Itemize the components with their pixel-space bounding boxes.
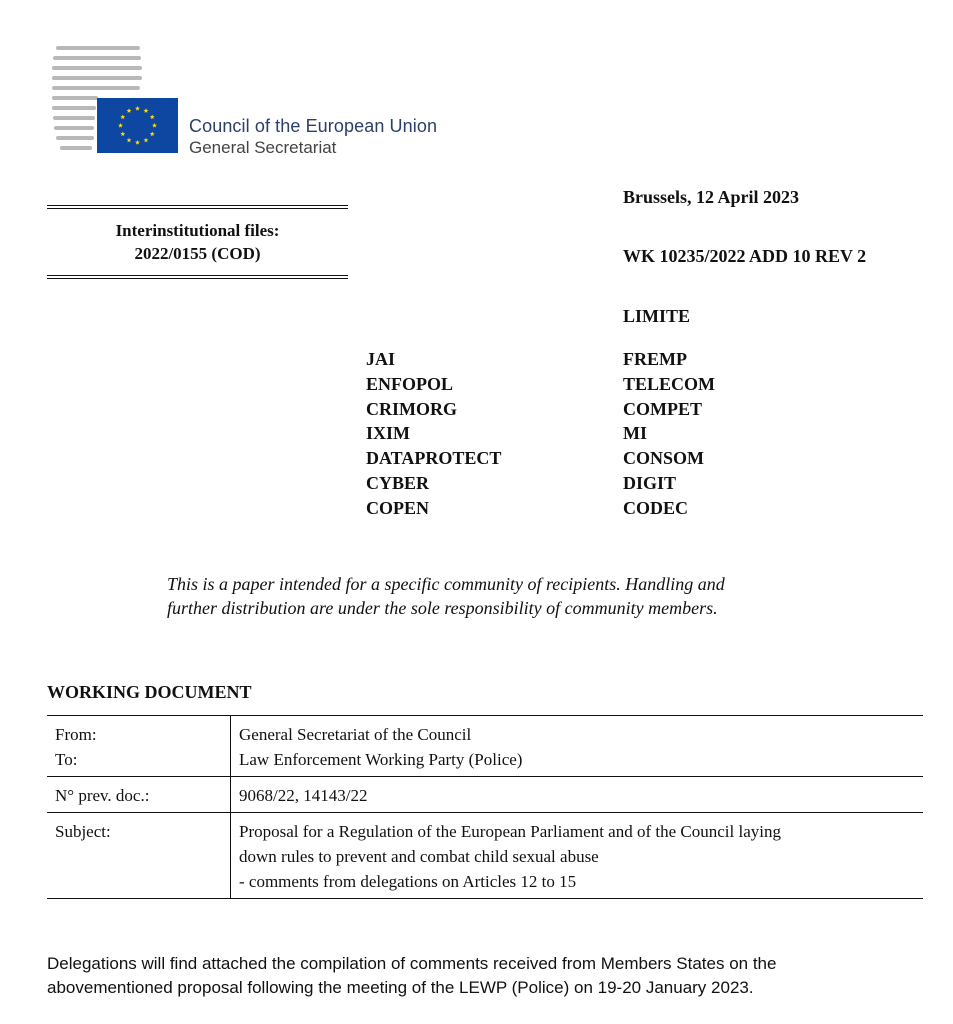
subject-line: down rules to prevent and combat child sexual abuse: [239, 847, 599, 866]
interinstitutional-number: 2022/0155 (COD): [134, 244, 261, 263]
from-label: From:: [47, 716, 231, 748]
code-item: ENFOPOL: [366, 373, 454, 394]
eu-star: [152, 123, 157, 128]
code-item: CODEC: [623, 497, 689, 518]
codes-right-column: [623, 347, 715, 521]
eu-star: [120, 131, 125, 136]
eu-star: [135, 106, 140, 111]
code-item: COPEN: [366, 497, 429, 518]
eu-star: [144, 108, 149, 113]
classification-label: LIMITE: [623, 306, 691, 326]
to-label: To:: [47, 747, 231, 777]
eu-star: [150, 131, 155, 136]
organization-name: Council of the European Union: [189, 116, 438, 136]
code-item: CYBER: [366, 472, 430, 493]
code-item: MI: [623, 423, 647, 444]
code-item: TELECOM: [623, 373, 716, 394]
prev-doc-label: N° prev. doc.:: [47, 777, 231, 813]
code-item: COMPET: [623, 398, 702, 419]
distribution-notice: [167, 572, 725, 620]
prev-doc-value: 9068/22, 14143/22: [231, 777, 924, 813]
subject-value: [231, 813, 924, 899]
body-line: abovementioned proposal following the meeting of the LEWP (Police) on 19-20 January 2023.: [47, 978, 754, 997]
notice-line: further distribution are under the sole responsibility of community members.: [167, 598, 718, 618]
eu-flag-icon: [97, 98, 178, 153]
interinstitutional-files-box: [47, 205, 348, 279]
working-document-title: WORKING DOCUMENT: [47, 682, 252, 702]
interinstitutional-label: Interinstitutional files:: [115, 221, 280, 240]
council-logo: [52, 44, 472, 162]
subject-line: - comments from delegations on Articles 12 to 15: [239, 872, 577, 891]
eu-star: [127, 138, 132, 143]
body-line: Delegations will find attached the compilation of comments received from Members States on the: [47, 954, 777, 973]
eu-star: [150, 114, 155, 119]
eu-star: [144, 138, 149, 143]
from-value: General Secretariat of the Council: [231, 716, 924, 748]
eu-star: [135, 140, 140, 145]
double-rule-bottom: [47, 275, 348, 279]
place-date: Brussels, 12 April 2023: [623, 187, 800, 207]
eu-star: [127, 108, 132, 113]
subject-label: Subject:: [47, 813, 231, 899]
document-metadata-table: [47, 715, 923, 899]
notice-line: This is a paper intended for a specific community of recipients. Handling and: [167, 574, 725, 594]
code-item: DIGIT: [623, 472, 677, 493]
code-item: JAI: [366, 349, 396, 369]
to-value: Law Enforcement Working Party (Police): [231, 747, 924, 777]
organization-subtitle: General Secretariat: [189, 138, 337, 157]
code-item: DATAPROTECT: [366, 448, 502, 469]
eu-star: [118, 123, 123, 128]
eu-star: [120, 114, 125, 119]
code-item: CRIMORG: [366, 398, 457, 419]
codes-left-column: [366, 347, 501, 521]
code-item: IXIM: [366, 423, 410, 444]
code-item: CONSOM: [623, 448, 704, 469]
document-reference: WK 10235/2022 ADD 10 REV 2: [623, 246, 867, 266]
code-item: FREMP: [623, 349, 687, 369]
body-paragraph: [47, 952, 776, 1000]
subject-line: Proposal for a Regulation of the European Parliament and of the Council laying: [239, 822, 781, 841]
